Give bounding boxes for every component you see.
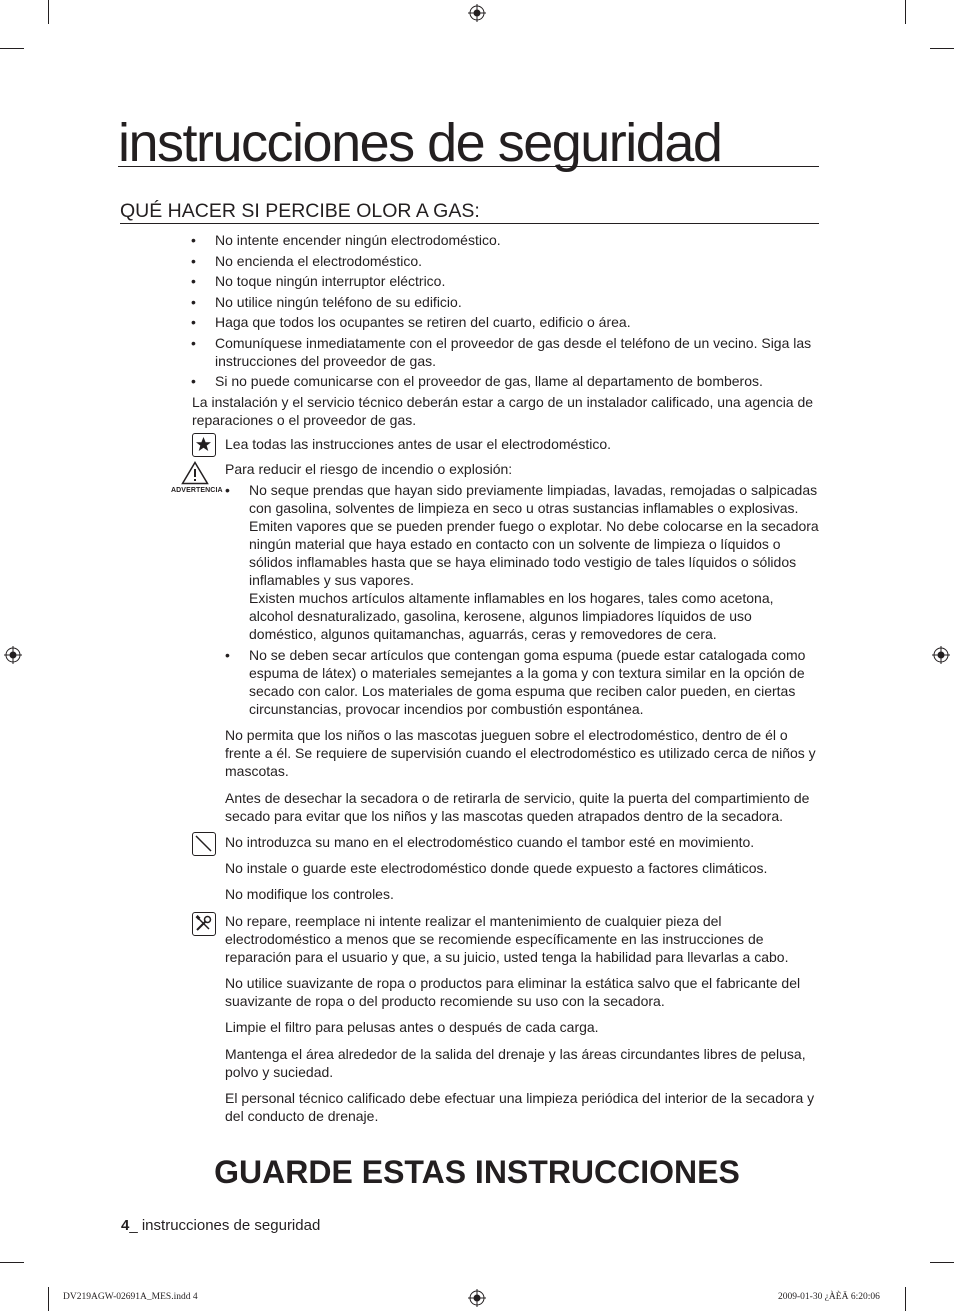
repair-note: Mantenga el área alrededor de la salida del drenaje y las áreas circundantes libres de pelusa, polvo y suciedad. xyxy=(225,1046,806,1080)
prohibit-note: No modifique los controles. xyxy=(225,886,394,902)
title-rule xyxy=(118,166,819,167)
slug-date: 2009-01-30 ¿ÀÈÄ 6:20:06 xyxy=(778,1292,880,1302)
footer-text: _ instrucciones de seguridad xyxy=(129,1217,321,1234)
list-item: • Comuníquese inmediatamente con el proveedor de gas desde el teléfono de un vecino. Siga las instrucciones del proveedor de gas. xyxy=(215,334,821,370)
repair-note: No utilice suavizante de ropa o productos para eliminar la estática salvo que el fabricante del suavizante de ropa o del producto recomiende su uso con la secadora. xyxy=(225,975,801,1009)
gas-bullet-list xyxy=(215,231,821,390)
disposal-note: Antes de desechar la secadora o de retirarla de servicio, quite la puerta del compartimiento de secado para evitar que los niños y las mascotas queden atrapados dentro de la secadora. xyxy=(225,790,810,824)
save-instructions-heading: GUARDE ESTAS INSTRUCCIONES xyxy=(214,1154,740,1190)
repair-note: Limpie el filtro para pelusas antes o después de cada carga. xyxy=(225,1019,599,1035)
registration-mark-icon xyxy=(4,646,22,664)
crop-mark xyxy=(905,0,906,24)
repair-note: No repare, reemplace ni intente realizar el mantenimiento de cualquier pieza del electrodoméstico a menos que se recomiende específicamente en las instrucciones de reparación para el usuario y que, a su juicio, usted tenga la habilidad para llevarlas a cabo. xyxy=(225,913,789,965)
section-rule xyxy=(120,223,819,224)
section-heading: QUÉ HACER SI PERCIBE OLOR A GAS: xyxy=(120,200,480,222)
children-note: No permita que los niños o las mascotas jueguen sobre el electrodoméstico, dentro de él o frente a él. Se requiere de supervisión cuando el electrodoméstico es utilizado cerca de niños y mascotas. xyxy=(225,727,816,779)
registration-mark-icon xyxy=(468,1289,486,1307)
crop-mark xyxy=(0,1262,24,1263)
prohibit-icon xyxy=(192,832,216,856)
no-repair-tools-icon xyxy=(192,912,216,936)
read-all-note: Lea todas las instrucciones antes de usar el electrodoméstico. xyxy=(225,436,611,452)
list-item: • No se deben secar artículos que contengan goma espuma (puede estar catalogada como espuma de látex) o materiales semejantes a la goma y con textura similar en la opción de secado con calor. Los materiales de goma espuma que reciben calor pueden, en ciertas circunstancias, provocar incendios por combustión espontánea. xyxy=(249,646,821,718)
crop-mark xyxy=(930,1262,954,1263)
list-item: • No intente encender ningún electrodoméstico. xyxy=(215,231,821,249)
warning-bullet-list xyxy=(249,481,821,718)
crop-mark xyxy=(905,1287,906,1311)
list-item: • Si no puede comunicarse con el proveedor de gas, llame al departamento de bomberos. xyxy=(215,372,821,390)
installation-note: La instalación y el servicio técnico deberán estar a cargo de un instalador calificado, una agencia de reparaciones o el proveedor de gas. xyxy=(192,394,814,428)
star-icon xyxy=(192,433,216,457)
crop-mark xyxy=(48,0,49,24)
registration-mark-icon xyxy=(468,4,486,22)
page-title: instrucciones de seguridad xyxy=(118,113,722,173)
crop-mark xyxy=(930,48,954,49)
crop-mark xyxy=(48,1287,49,1311)
warning-label: ADVERTENCIA xyxy=(171,487,223,494)
list-item: • No utilice ningún teléfono de su edificio. xyxy=(215,293,821,311)
list-item xyxy=(249,481,821,643)
list-item: • No toque ningún interruptor eléctrico. xyxy=(215,272,821,290)
list-item: • No encienda el electrodoméstico. xyxy=(215,252,821,270)
warning-bullet-text: No seque prendas que hayan sido previamente limpiadas, lavadas, remojadas o salpicadas con gasolina, solventes de limpieza en seco u otras sustancias inflamables o explosivas. Emiten vapores que se pueden prender fuego o explotar. No debe colocarse en la secadora ningún material que haya estado en contacto con un solvente de limpieza o líquidos o sólidos inflamables hasta que se haya eliminado todo vestigio de tales líquidos o sólidos inflamables y sus vapores. xyxy=(249,482,819,588)
page-number: 4 xyxy=(121,1217,130,1234)
page-footer xyxy=(121,1217,320,1234)
warning-triangle-icon xyxy=(181,461,209,485)
prohibit-note: No introduzca su mano en el electrodoméstico cuando el tambor esté en movimiento. xyxy=(225,834,755,850)
prohibit-note: No instale o guarde este electrodoméstico donde quede expuesto a factores climáticos. xyxy=(225,860,768,876)
warning-intro: Para reducir el riesgo de incendio o explosión: xyxy=(225,461,513,477)
slug-file: DV219AGW-02691A_MES.indd 4 xyxy=(63,1292,198,1302)
list-item: • Haga que todos los ocupantes se retiren del cuarto, edificio o área. xyxy=(215,313,821,331)
warning-bullet-extra: Existen muchos artículos altamente inflamables en los hogares, tales como acetona, alcohol desnaturalizado, gasolina, kerosene, algunos limpiadores líquidos de uso doméstico, algunos quitamanchas, aguarrás, ceras y removedores de cera. xyxy=(249,590,774,642)
repair-note: El personal técnico calificado debe efectuar una limpieza periódica del interior de la secadora y del conducto de drenaje. xyxy=(225,1090,815,1124)
crop-mark xyxy=(0,48,24,49)
registration-mark-icon xyxy=(932,646,950,664)
